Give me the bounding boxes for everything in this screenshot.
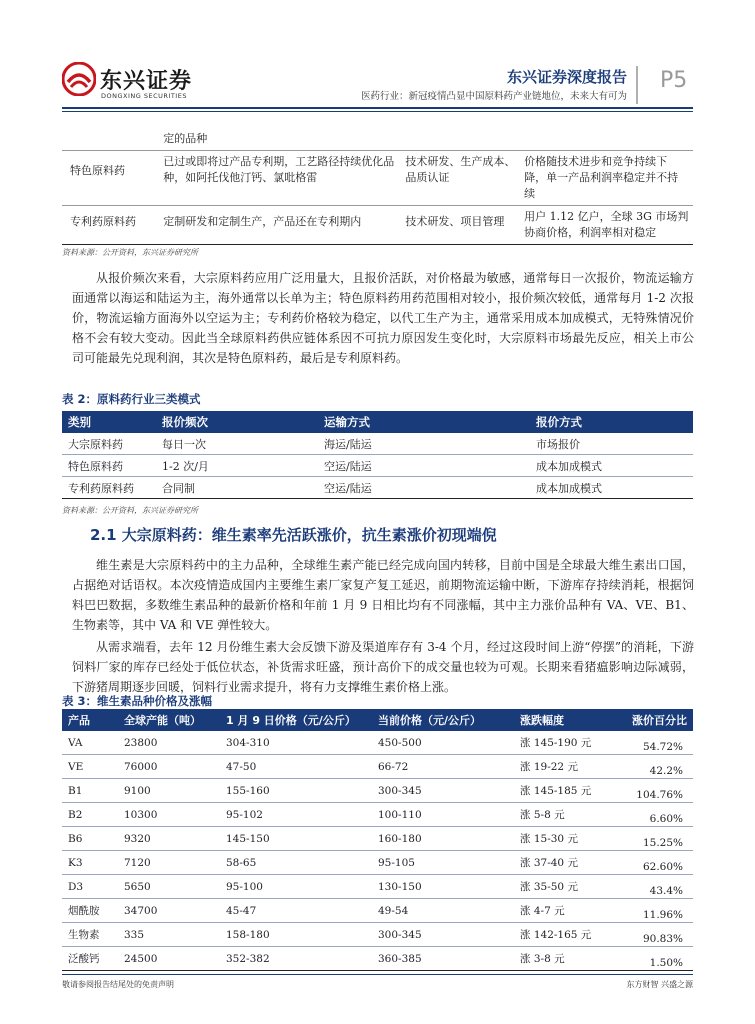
table-cell: 大宗原料药 xyxy=(62,433,156,455)
table-cell: 价格随技术进步和竞争持续下降，单一产品利润率稳定并不持续 xyxy=(520,151,693,206)
table-row xyxy=(62,779,693,803)
table-cell: 130-150 xyxy=(372,875,514,899)
table-cell: 62.60% xyxy=(626,851,693,875)
column-header: 当前价格（元/公斤） xyxy=(372,709,514,731)
table-cell: 涨 145-190 元 xyxy=(514,731,626,755)
table-cell: 泛酸钙 xyxy=(62,947,118,971)
table-cell: 104.76% xyxy=(626,779,693,803)
table-cell: 涨 35-50 元 xyxy=(514,875,626,899)
table-2-source: 资料来源：公开资料，东兴证券研究所 xyxy=(62,506,198,515)
table-cell: 45-47 xyxy=(220,899,372,923)
table-cell: 空运/陆运 xyxy=(318,477,530,499)
table-cell: 49-54 xyxy=(372,899,514,923)
table-cell: 海运/陆运 xyxy=(318,433,530,455)
table-cell: 已过或即将过产品专利期，工艺路径持续优化品种，如阿托伐他汀钙、氯吡格雷 xyxy=(159,151,401,206)
table-header-row xyxy=(62,411,693,433)
table-row xyxy=(62,851,693,875)
table-cell: B2 xyxy=(62,803,118,827)
table-cell: 158-180 xyxy=(220,923,372,947)
table-cell: 160-180 xyxy=(372,827,514,851)
table-cell: 特色原料药 xyxy=(62,151,159,206)
table-cell: K3 xyxy=(62,851,118,875)
table-3-title: 表 3：维生素品种价格及涨幅 xyxy=(62,694,213,708)
table-row xyxy=(62,803,693,827)
table-row xyxy=(62,923,693,947)
header-rule xyxy=(62,107,693,109)
table-cell: 涨 145-185 元 xyxy=(514,779,626,803)
column-header: 报价频次 xyxy=(156,411,318,433)
paragraph-3: 从需求端看，去年 12 月份维生素大会反馈下游及渠道库存有 3-4 个月，经过这段时间上游“停摆”的消耗，下游饲料厂家的库存已经处于低位状态，补货需求旺盛，预计高价下的成交量也较为可观。长期来看猪瘟影响边际减弱，下游猪周期逐步回暖，饲料行业需求提升，将有力支撑维生素价格上涨。 xyxy=(72,640,694,694)
table-cell xyxy=(401,128,520,151)
table-cell: 涨 142-165 元 xyxy=(514,923,626,947)
table-cell: 合同制 xyxy=(156,477,318,499)
table-row xyxy=(62,875,693,899)
table-cell: 42.2% xyxy=(626,755,693,779)
column-header: 1 月 9 日价格（元/公斤） xyxy=(220,709,372,731)
table-cell: 涨 37-40 元 xyxy=(514,851,626,875)
table-cell: 54.72% xyxy=(626,731,693,755)
table-cell: 涨 15-30 元 xyxy=(514,827,626,851)
table-cell: 43.4% xyxy=(626,875,693,899)
table-cell: 58-65 xyxy=(220,851,372,875)
table-cell: 生物素 xyxy=(62,923,118,947)
header-divider xyxy=(636,66,638,104)
logo-subtext: DONGXING SECURITIES xyxy=(101,92,187,100)
table-row xyxy=(62,206,693,245)
column-header: 产品 xyxy=(62,709,118,731)
table-row xyxy=(62,731,693,755)
page-number: P5 xyxy=(660,68,688,93)
table-cell: 11.96% xyxy=(626,899,693,923)
column-header: 报价方式 xyxy=(530,411,693,433)
table-cell: 1.50% xyxy=(626,947,693,971)
table-row xyxy=(62,755,693,779)
table-cell: 成本加成模式 xyxy=(530,455,693,477)
table-cell: 特色原料药 xyxy=(62,455,156,477)
table-cell: 市场报价 xyxy=(530,433,693,455)
table-cell: 95-102 xyxy=(220,803,372,827)
table-cell: 每日一次 xyxy=(156,433,318,455)
table-cell: 145-150 xyxy=(220,827,372,851)
footer-disclaimer: 敬请参阅报告结尾处的免责声明 xyxy=(62,980,174,989)
table-cell: 450-500 xyxy=(372,731,514,755)
table-row xyxy=(62,151,693,206)
table-cell: 10300 xyxy=(118,803,220,827)
table-row xyxy=(62,433,693,455)
table-3 xyxy=(62,709,693,971)
table-cell: 95-105 xyxy=(372,851,514,875)
table-1-continuation xyxy=(62,128,693,245)
table-cell: 66-72 xyxy=(372,755,514,779)
table-cell: 155-160 xyxy=(220,779,372,803)
table-row xyxy=(62,827,693,851)
table-2 xyxy=(62,411,693,499)
column-header: 运输方式 xyxy=(318,411,530,433)
table-cell: 空运/陆运 xyxy=(318,455,530,477)
table-cell: 涨 5-8 元 xyxy=(514,803,626,827)
table-cell: 定制研发和定制生产，产品还在专利期内 xyxy=(159,206,401,245)
table-cell: 304-310 xyxy=(220,731,372,755)
table-cell: 涨 19-22 元 xyxy=(514,755,626,779)
table-cell: 定的品种 xyxy=(159,128,401,151)
table-cell: 涨 4-7 元 xyxy=(514,899,626,923)
table-cell: 15.25% xyxy=(626,827,693,851)
table-cell: 47-50 xyxy=(220,755,372,779)
table-row xyxy=(62,947,693,971)
table-2-title: 表 2：原料药行业三类模式 xyxy=(62,392,201,406)
table-row xyxy=(62,455,693,477)
table-header-row xyxy=(62,709,693,731)
table-3-body xyxy=(62,731,693,971)
table-cell: 专利药原料药 xyxy=(62,477,156,499)
table-cell: 300-345 xyxy=(372,923,514,947)
table-row xyxy=(62,899,693,923)
table-cell: 24500 xyxy=(118,947,220,971)
paragraph-2: 维生素是大宗原料药中的主力品种，全球维生素产能已经完成向国内转移，目前中国是全球最大维生素出口国，占据绝对话语权。本次疫情造成国内主要维生素厂家复产复工延迟，前期物流运输中断，下游库存持续消耗，根据饲料巴巴数据，多数维生素品种的最新价格和年前 1 月 9 日相比均有不同涨幅，其中主力涨价品种有 VA、VE、B1、生物素等，其中 VA 和 VE 弹性较大。 xyxy=(72,558,694,632)
table-cell: 技术研发、生产成本、品质认证 xyxy=(401,151,520,206)
table-cell: VE xyxy=(62,755,118,779)
table-cell: B6 xyxy=(62,827,118,851)
table-cell: 7120 xyxy=(118,851,220,875)
table-cell: 23800 xyxy=(118,731,220,755)
table-cell: 用户 1.12 亿户，全球 3G 市场判协商价格，利润率相对稳定 xyxy=(520,206,693,245)
column-header: 类别 xyxy=(62,411,156,433)
logo-text: 东兴证券 xyxy=(100,69,193,94)
table-1-source: 资料来源：公开资料，东兴证券研究所 xyxy=(62,248,198,257)
table-cell: 涨 3-8 元 xyxy=(514,947,626,971)
table-cell: VA xyxy=(62,731,118,755)
table-cell: B1 xyxy=(62,779,118,803)
table-cell: 专利药原料药 xyxy=(62,206,159,245)
table-cell: 1-2 次/月 xyxy=(156,455,318,477)
footer-rule xyxy=(62,974,693,975)
table-row xyxy=(62,128,693,151)
table-cell: D3 xyxy=(62,875,118,899)
table-cell: 360-385 xyxy=(372,947,514,971)
table-cell: 352-382 xyxy=(220,947,372,971)
logo-mark-icon xyxy=(62,62,96,96)
table-cell: 技术研发、项目管理 xyxy=(401,206,520,245)
table-cell: 烟酰胺 xyxy=(62,899,118,923)
footer-slogan: 东方财智 兴盛之源 xyxy=(626,980,693,989)
section-heading: 2.1 大宗原料药：维生素率先活跃涨价，抗生素涨价初现端倪 xyxy=(90,526,497,544)
column-header: 全球产能（吨） xyxy=(118,709,220,731)
table-cell: 76000 xyxy=(118,755,220,779)
table-cell: 34700 xyxy=(118,899,220,923)
table-cell xyxy=(520,128,693,151)
table-row xyxy=(62,477,693,499)
table-cell: 300-345 xyxy=(372,779,514,803)
column-header: 涨价百分比 xyxy=(626,709,693,731)
header-rule-thin xyxy=(62,111,693,112)
table-cell: 95-100 xyxy=(220,875,372,899)
report-subtitle: 医药行业：新冠疫情凸显中国原料药产业链地位，未来大有可为 xyxy=(360,91,627,102)
table-cell: 9320 xyxy=(118,827,220,851)
table-cell: 5650 xyxy=(118,875,220,899)
report-title: 东兴证券深度报告 xyxy=(506,68,627,86)
table-cell: 6.60% xyxy=(626,803,693,827)
column-header: 涨跌幅度 xyxy=(514,709,626,731)
table-cell: 9100 xyxy=(118,779,220,803)
table-cell: 100-110 xyxy=(372,803,514,827)
paragraph-1: 从报价频次来看，大宗原料药应用广泛用量大，且报价活跃，对价格最为敏感，通常每日一次报价，物流运输方面通常以海运和陆运为主，海外通常以长单为主；特色原料药用药范围相对较小，报价频次较低，通常每月 1-2 次报价，物流运输方面海外以空运为主；专利药价格较为稳定，以代工生产为主，通常采用成本加成模式，无特殊情况价格不会有较大变动。因此当全球原料药供应链体系因不可抗力原因发生变化时，大宗原料市场最先反应，相关上市公司可能最先兑现利润，其次是特色原料药，最后是专利原料药。 xyxy=(72,271,694,365)
table-cell: 335 xyxy=(118,923,220,947)
table-cell: 90.83% xyxy=(626,923,693,947)
table-cell xyxy=(62,128,159,151)
table-cell: 成本加成模式 xyxy=(530,477,693,499)
